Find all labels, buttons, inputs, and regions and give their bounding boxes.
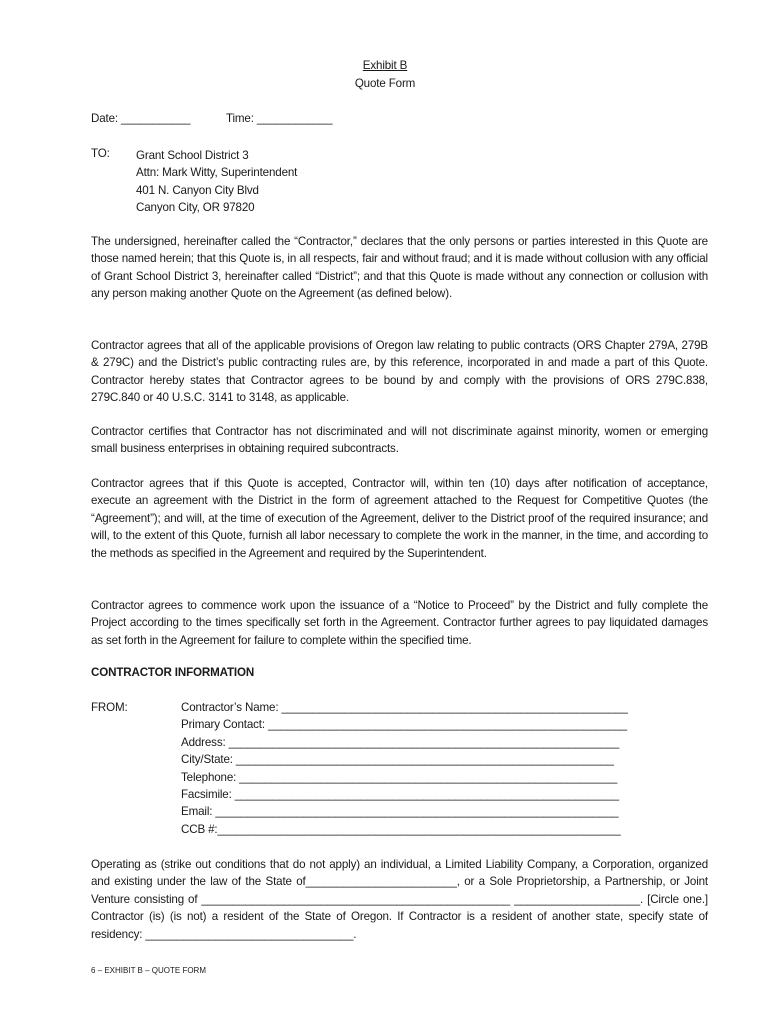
operating-text-1: Operating as (strike out conditions that do not apply) an individual, a Limited Liability Company, a Corporation, organized and existing under the law of the State of [91,858,708,889]
address-field[interactable]: Address: ______________________________________________________________ [181,735,620,749]
contractor-fields [181,701,628,840]
to-address [136,147,297,217]
to-label: TO: [91,147,110,160]
paragraph-acceptance: Contractor agrees that if this Quote is accepted, Contractor will, within ten (10) days after notification of acceptance, execute an agreement with the District in the form of agreement attached to the Request for Competitive Quotes (the “Agreement”); and will, at the time of execution of the Agreement, deliver to the District proof of the required insurance; and will, to the extent of this Quote, furnish all labor necessary to complete the work in the manner, in the time, and according to the methods as specified in the Agreement and required by the Superintendent. [91,477,708,560]
primary-contact-field[interactable]: Primary Contact: _________________________________________________________ [181,718,627,732]
contractor-name-field[interactable]: Contractor’s Name: _______________________________________________________ [181,701,628,714]
paragraph-oregon-law: Contractor agrees that all of the applicable provisions of Oregon law relating to public contracts (ORS Chapter 279A, 279B & 279C) and the District’s public contracting rules are, by this reference, incorporated in and made a part of this Quote. Contractor hereby states that Contractor agrees to be bound by and comply with the provisions of ORS 279C.838, 279C.840 or 40 U.S.C. 3141 to 3148, as applicable. [91,339,708,405]
telephone-field[interactable]: Telephone: ____________________________________________________________ [181,770,618,784]
paragraph-commence-work: Contractor agrees to commence work upon the issuance of a “Notice to Proceed” by the District and fully complete the Project according to the times specifically set forth in the Agreement. Contractor further agrees to pay liquidated damages as set forth in the Agreement for failure to complete within the specified time. [91,599,708,647]
joint-venture-blank[interactable]: _________________________________________________ [201,892,511,906]
operating-end: . [353,927,357,941]
time-field: Time: ____________ [226,112,333,125]
from-label: FROM: [91,701,128,714]
city-state-field[interactable]: City/State: ____________________________________________________________ [181,753,614,767]
recipient-street: 401 N. Canyon City Blvd [136,183,259,197]
paragraph-nondiscrimination: Contractor certifies that Contractor has not discriminated and will not discriminate against minority, women or emerging small business enterprises in obtaining required subcontracts. [91,425,708,456]
exhibit-title: Exhibit B [362,59,408,72]
operating-text-2: , or a Sole Proprietorship, a Partnership, or Joint Venture consisting of [91,875,708,906]
contractor-info-heading: CONTRACTOR INFORMATION [91,666,255,679]
page-footer: 6 – EXHIBIT B – QUOTE FORM [91,966,206,975]
residency-blank[interactable]: _________________________________ [145,927,354,941]
paragraph-declaration: The undersigned, hereinafter called the “Contractor,” declares that the only persons or parties interested in this Quote are those named herein; that this Quote is, in all respects, fair and without fraud; and it is made without collusion with any official of Grant School District 3, hereinafter called “District”; and that this Quote is made without any connection or collusion with any person making another Quote on the Agreement (as defined below). [91,235,708,301]
paragraph-operating-as [91,856,708,943]
form-subtitle: Quote Form [354,77,416,90]
facsimile-field[interactable]: Facsimile: _____________________________________________________________ [181,787,619,801]
recipient-attn: Attn: Mark Witty, Superintendent [136,166,298,180]
ccb-field[interactable]: CCB #:________________________________________________________________ [181,822,621,836]
operating-text-3: . [Circle one.] Contractor (is) (is not) a resident of the State of Oregon. If Contractor is a resident of another state, specify state of residency: [91,892,708,941]
recipient-name: Grant School District 3 [136,149,249,162]
date-field: Date: ___________ [91,112,191,125]
recipient-city: Canyon City, OR 97820 [136,201,255,215]
state-blank[interactable]: ________________________ [305,875,457,889]
email-field[interactable]: Email: ________________________________________________________________ [181,805,619,819]
joint-venture-blank-2[interactable]: ____________________ [514,892,641,906]
